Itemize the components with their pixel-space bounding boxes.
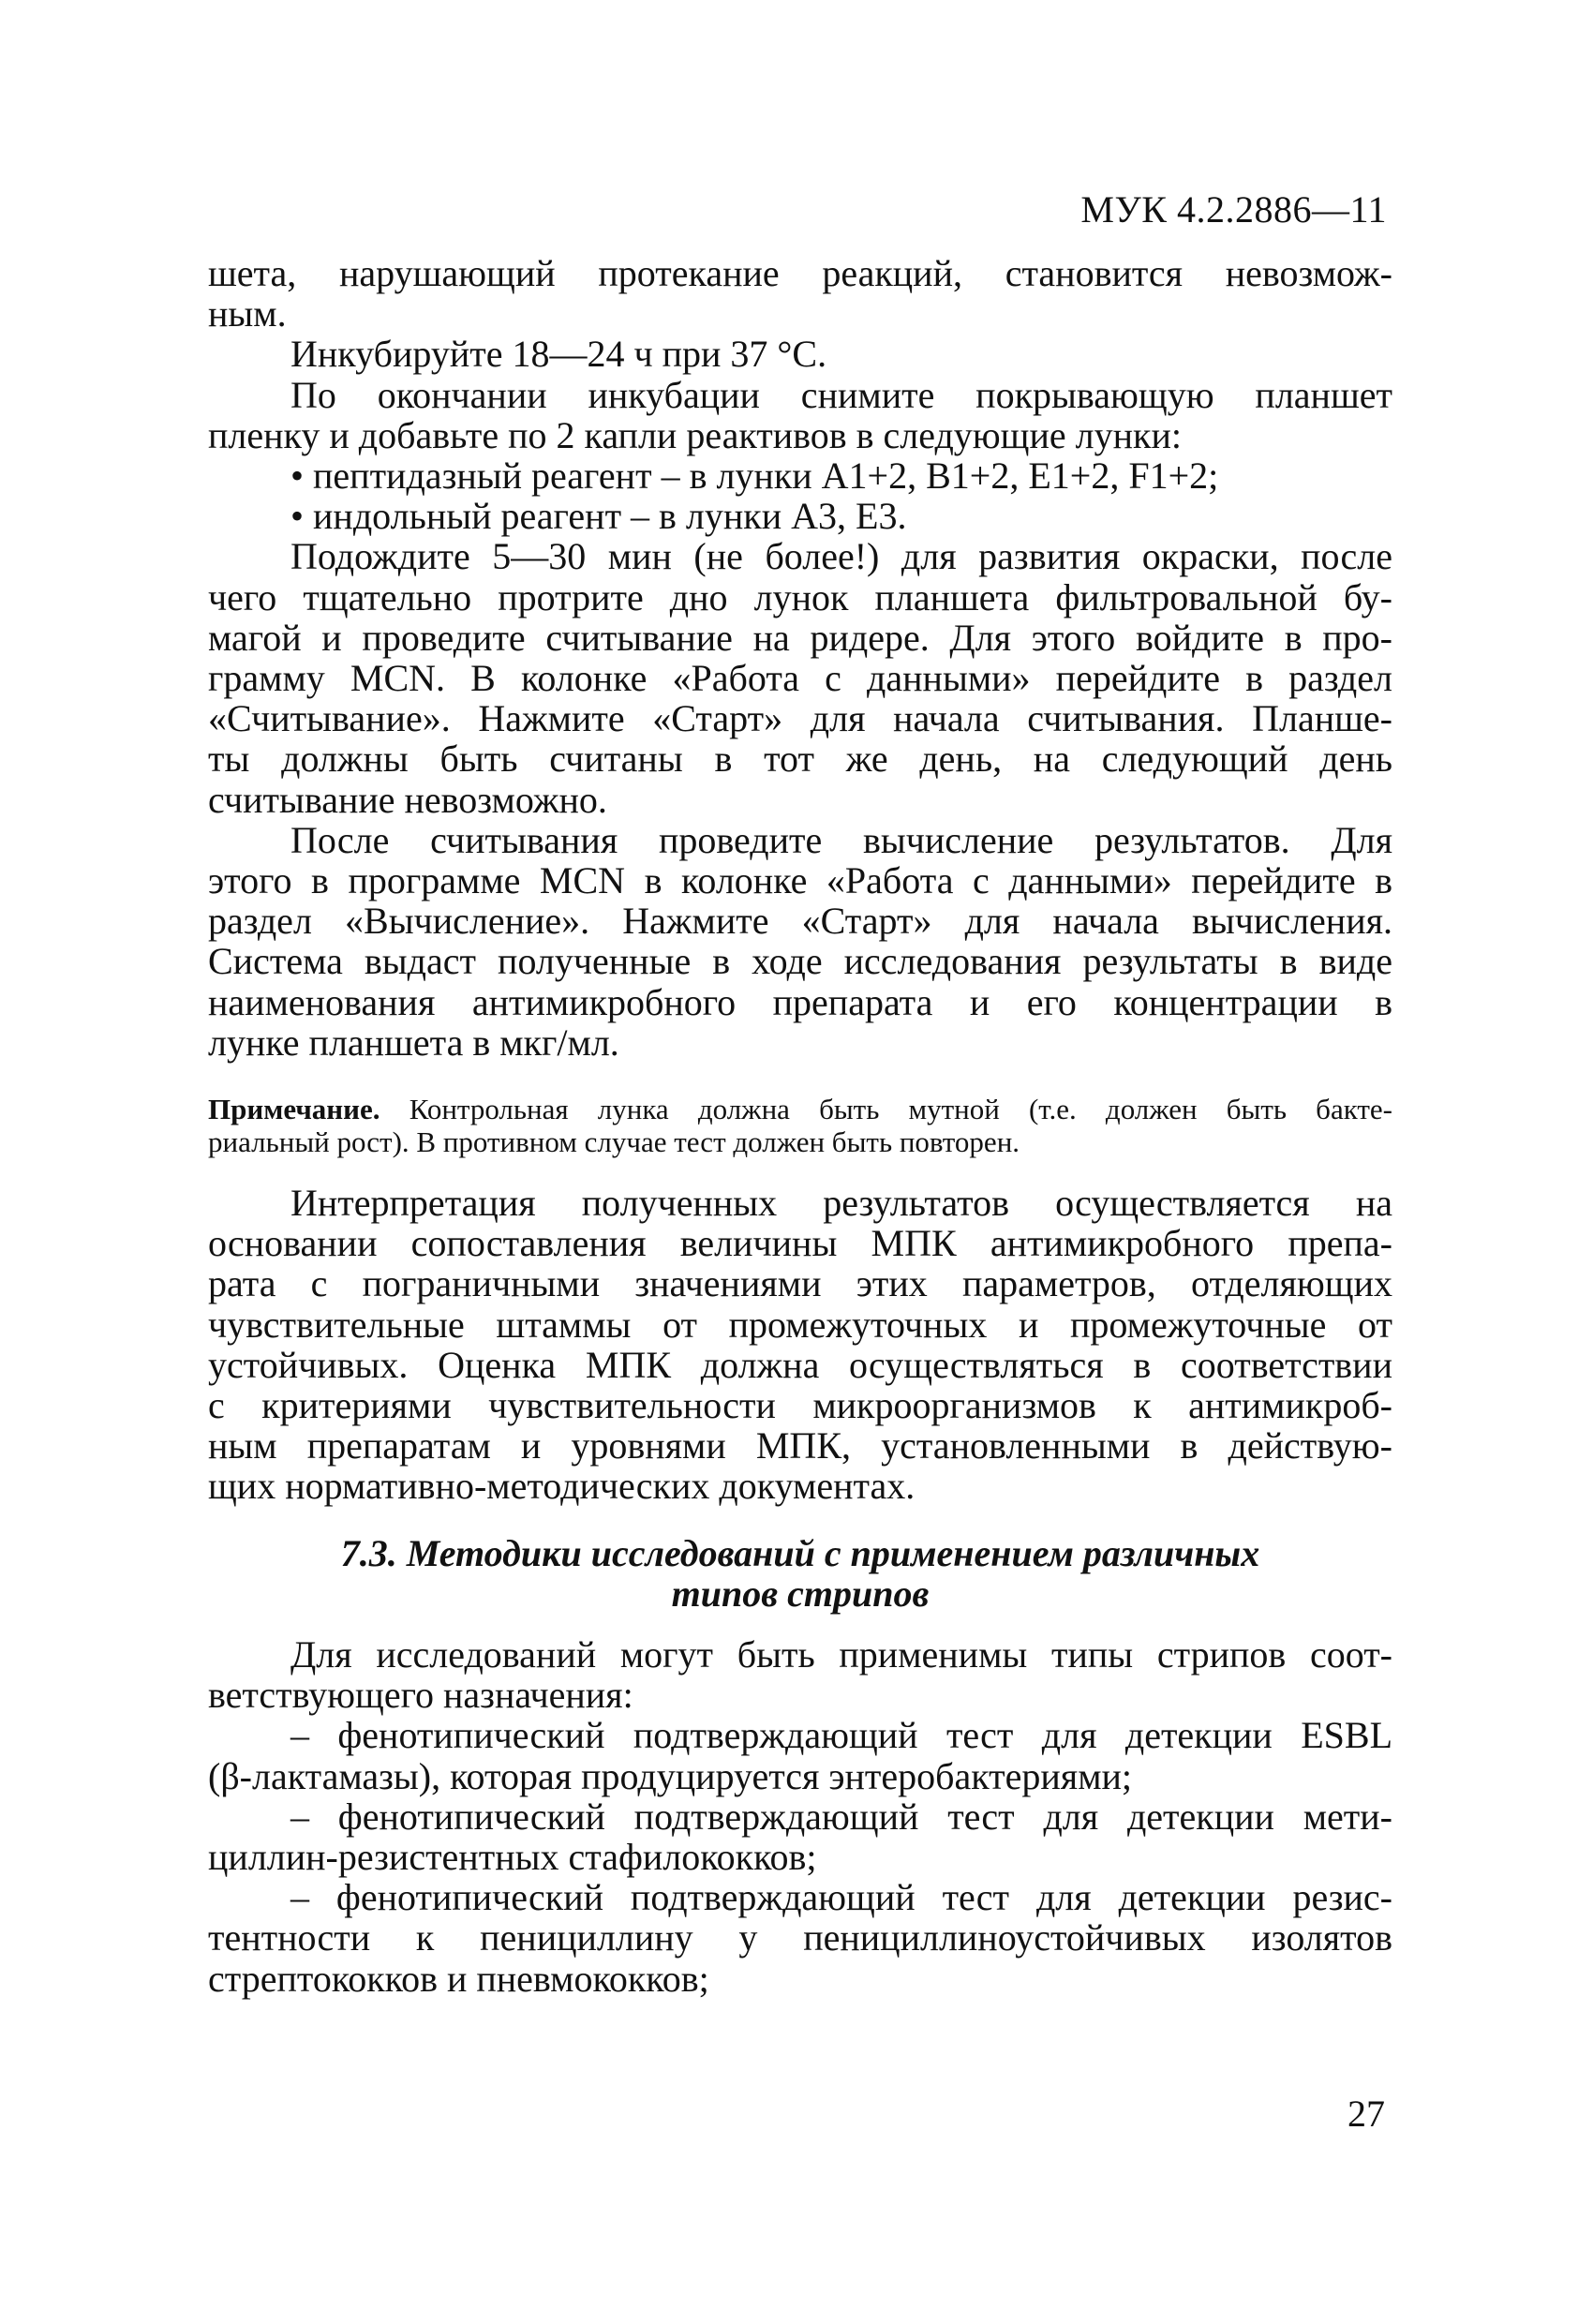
body-text-interpretation	[208, 1183, 1392, 1507]
text-line: наименования антимикробного препарата и его концентрации в	[208, 980, 1392, 1023]
document-code-header: МУК 4.2.2886—11	[1080, 188, 1387, 231]
text-line: Система выдаст полученные в ходе исследования результаты в виде	[208, 940, 1392, 983]
text-line: По окончании инкубации снимите покрывающую планшет	[290, 373, 1392, 416]
note-text: Контрольная лунка должна быть мутной (т.е. должен быть бакте-	[380, 1093, 1392, 1125]
text-line: Инкубируйте 18—24 ч при 37 °С.	[290, 333, 827, 376]
section-heading-line: типов стрипов	[671, 1572, 930, 1615]
text-line: этого в программе MCN в колонке «Работа с данными» перейдите в	[208, 859, 1392, 902]
note-line: риальный рост). В противном случае тест должен быть повторен.	[208, 1125, 1020, 1158]
text-line: рата с пограничными значениями этих параметров, отделяющих	[208, 1262, 1392, 1305]
text-line: ветствующего назначения:	[208, 1674, 633, 1717]
text-line: Для исследований могут быть применимы типы стрипов соот-	[290, 1633, 1392, 1676]
bullet-item: • индольный реагент – в лунки А3, Е3.	[290, 495, 907, 538]
text-line: устойчивых. Оценка МПК должна осуществляться в соответствии	[208, 1343, 1392, 1386]
text-line: (β-лактамазы), которая продуцируется энтеробактериями;	[208, 1754, 1133, 1797]
note-label: Примечание.	[208, 1093, 380, 1125]
text-line: основании сопоставления величины МПК антимикробного препа-	[208, 1222, 1392, 1265]
bullet-item: • пептидазный реагент – в лунки А1+2, В1+2, Е1+2, F1+2;	[290, 454, 1219, 498]
text-line: тентности к пенициллину у пенициллиноустойчивых изолятов	[208, 1916, 1392, 1959]
section-heading-line: 7.3. Методики исследований с применением различных	[340, 1532, 1260, 1574]
list-item: – фенотипический подтверждающий тест для детекции мети-	[290, 1795, 1392, 1838]
text-line: с критериями чувствительности микроорганизмов к антимикроб-	[208, 1384, 1392, 1427]
note-block	[208, 1093, 1392, 1158]
body-text-top	[208, 253, 1392, 1063]
text-line: «Считывание». Нажмите «Старт» для начала считывания. Планше-	[208, 697, 1392, 740]
text-line: лунке планшета в мкг/мл.	[208, 1020, 619, 1064]
list-item: – фенотипический подтверждающий тест для детекции резис-	[290, 1876, 1392, 1919]
text-line: стрептококков и пневмококков;	[208, 1957, 709, 2000]
text-line: После считывания проведите вычисление результатов. Для	[290, 818, 1392, 861]
text-line: ным препаратам и уровнями МПК, установленными в действую-	[208, 1424, 1392, 1467]
text-line: магой и проведите считывание на ридере. Для этого войдите в про-	[208, 616, 1392, 659]
text-line: ным.	[208, 292, 287, 335]
text-line: щих нормативно-методических документах.	[208, 1465, 916, 1508]
text-line: пленку и добавьте по 2 капли реактивов в следующие лунки:	[208, 413, 1182, 456]
text-line: грамму MCN. В колонке «Работа с данными» перейдите в раздел	[208, 657, 1392, 700]
text-line: Подождите 5—30 мин (не более!) для развития окраски, после	[290, 535, 1392, 578]
text-line: раздел «Вычисление». Нажмите «Старт» для начала вычисления.	[208, 900, 1392, 943]
text-line: шета, нарушающий протекание реакций, становится невозмож-	[208, 252, 1392, 294]
section-heading	[208, 1533, 1392, 1614]
text-line: чувствительные штаммы от промежуточных и промежуточные от	[208, 1303, 1392, 1346]
text-line: чего тщательно протрите дно лунок планшета фильтровальной бу-	[208, 575, 1392, 618]
page-number: 27	[1347, 2093, 1385, 2135]
note-line	[208, 1093, 1392, 1125]
text-line: Интерпретация полученных результатов осуществляется на	[290, 1182, 1392, 1224]
list-item: – фенотипический подтверждающий тест для детекции ESBL	[290, 1714, 1392, 1757]
body-text-strips	[208, 1634, 1392, 1999]
text-line: ты должны быть считаны в тот же день, на следующий день	[208, 737, 1392, 781]
text-line: циллин-резистентных стафилококков;	[208, 1836, 817, 1879]
text-line: считывание невозможно.	[208, 778, 607, 821]
